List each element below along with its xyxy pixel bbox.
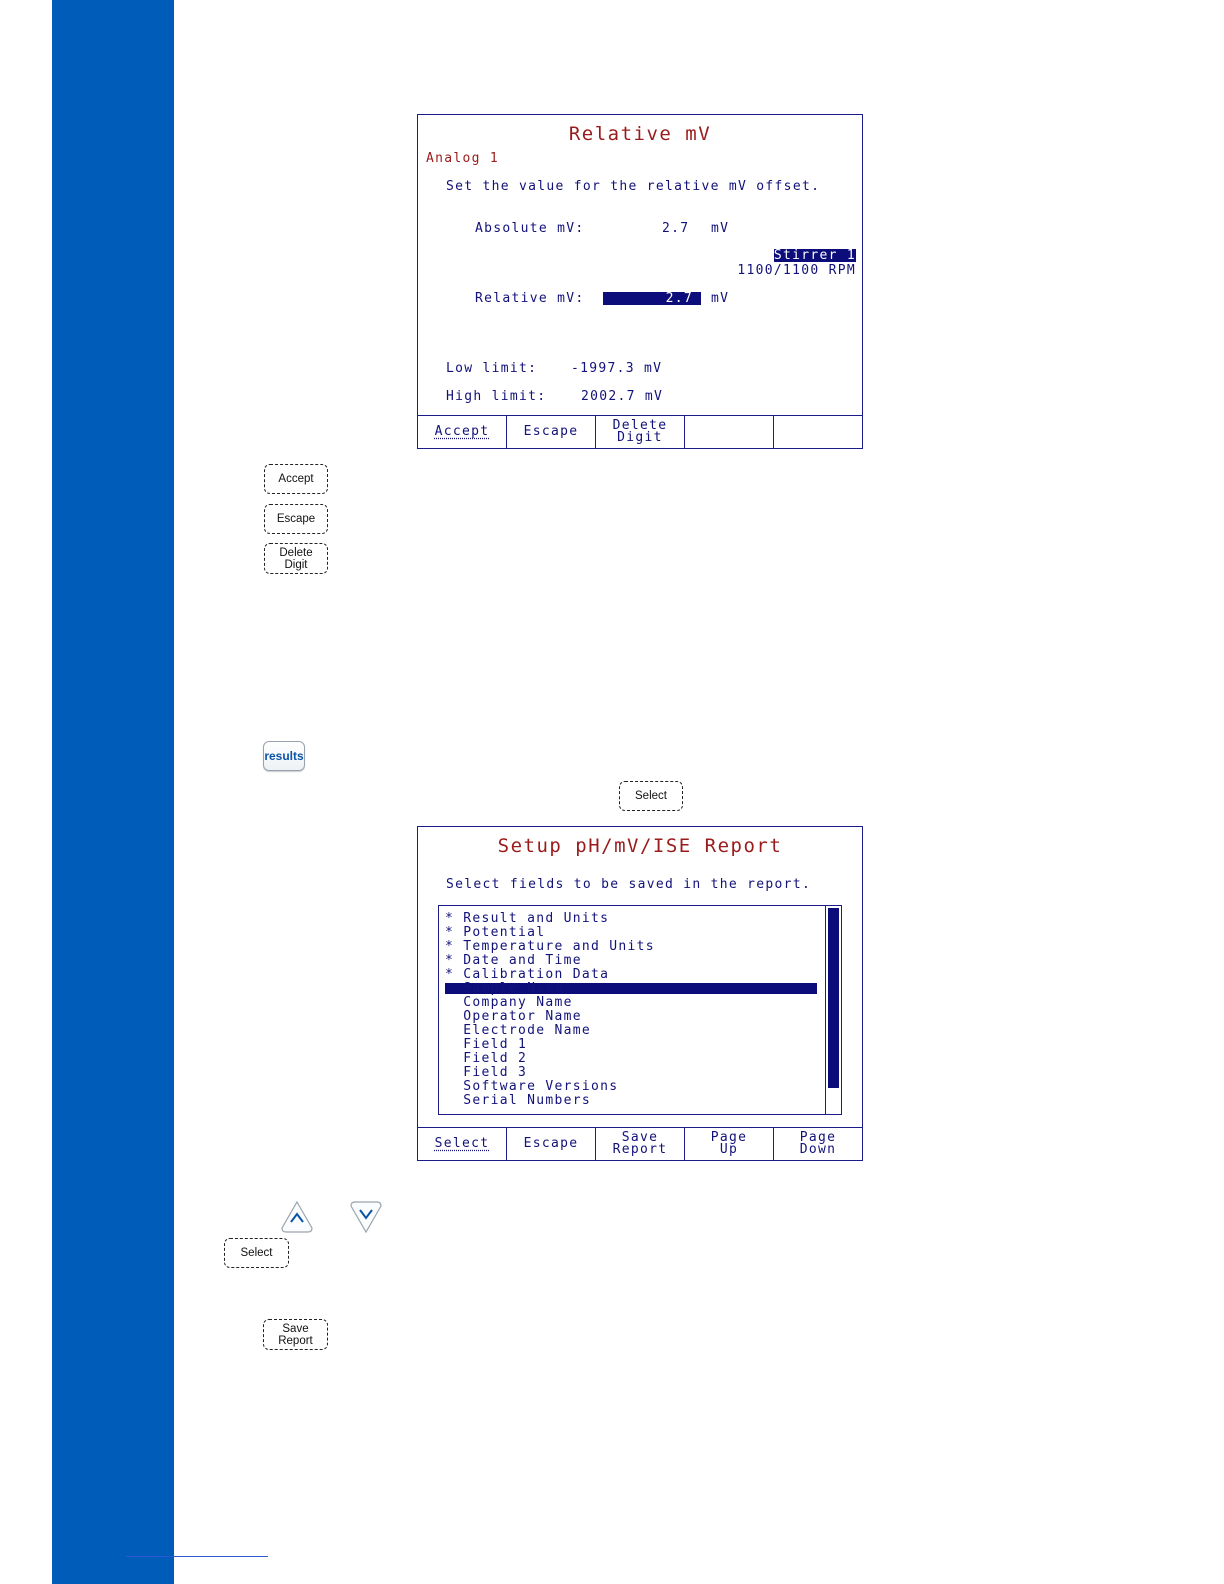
up-arrow-key[interactable] xyxy=(280,1200,314,1234)
list-item[interactable]: * Result and Units xyxy=(445,911,610,926)
softkey-delete-digit[interactable]: Delete Digit xyxy=(596,416,685,448)
relative-mv-unit: mV xyxy=(711,291,730,306)
instruction-text: Select fields to be saved in the report. xyxy=(446,877,812,892)
sidebar-band xyxy=(52,0,174,1584)
list-item[interactable]: * Temperature and Units xyxy=(445,939,655,954)
softkey-save-report[interactable]: Save Report xyxy=(596,1128,685,1160)
relative-mv-input[interactable]: 2.7 xyxy=(603,292,701,305)
list-item[interactable]: Field 1 xyxy=(445,1037,528,1052)
accept-key[interactable]: Accept xyxy=(264,464,328,494)
save-report-key[interactable]: Save Report xyxy=(263,1319,328,1350)
list-item[interactable]: * Potential xyxy=(445,925,546,940)
scroll-thumb[interactable] xyxy=(828,908,839,1088)
absolute-mv-value: 2.7 xyxy=(662,221,690,236)
list-item[interactable]: Sample Name xyxy=(445,983,817,994)
down-arrow-key[interactable] xyxy=(349,1200,383,1234)
list-item[interactable]: * Calibration Data xyxy=(445,967,610,982)
low-limit-value: -1997.3 mV xyxy=(571,361,663,376)
up-arrow-icon xyxy=(282,1202,312,1232)
select-key[interactable]: Select xyxy=(224,1238,289,1268)
softkey-page-up[interactable]: Page Up xyxy=(685,1128,774,1160)
list-scrollbar[interactable] xyxy=(825,906,841,1114)
list-item[interactable]: Field 2 xyxy=(445,1051,528,1066)
escape-key[interactable]: Escape xyxy=(264,504,328,534)
absolute-mv-unit: mV xyxy=(711,221,730,236)
low-limit-label: Low limit: xyxy=(446,361,538,376)
relative-mv-screen xyxy=(417,114,863,449)
select-key-top[interactable]: Select xyxy=(619,781,683,811)
screen-title: Relative mV xyxy=(568,123,712,145)
softkey-accept[interactable]: Accept xyxy=(418,416,507,448)
instruction-text: Set the value for the relative mV offset. xyxy=(446,179,821,194)
high-limit-value: 2002.7 mV xyxy=(581,389,664,404)
list-item[interactable]: Electrode Name xyxy=(445,1023,592,1038)
channel-label: Analog 1 xyxy=(426,151,500,166)
list-item[interactable]: * Date and Time xyxy=(445,953,582,968)
list-item[interactable]: Company Name xyxy=(445,995,573,1010)
absolute-mv-label: Absolute mV: xyxy=(475,221,585,236)
softkey-bar xyxy=(418,415,862,448)
softkey-escape[interactable]: Escape xyxy=(507,416,596,448)
list-item[interactable]: Software Versions xyxy=(445,1079,619,1094)
relative-mv-label: Relative mV: xyxy=(475,291,585,306)
high-limit-label: High limit: xyxy=(446,389,547,404)
softkey-blank-4[interactable] xyxy=(685,416,774,448)
stirrer-rpm: 1100/1100 RPM xyxy=(737,263,856,278)
report-field-list[interactable] xyxy=(438,905,842,1115)
softkey-page-down[interactable]: Page Down xyxy=(799,1130,837,1157)
list-item[interactable]: Operator Name xyxy=(445,1009,582,1024)
softkey-escape[interactable]: Escape xyxy=(507,1128,596,1160)
delete-digit-key[interactable]: Delete Digit xyxy=(264,543,328,574)
stirrer-label: Stirrer 1 xyxy=(773,248,856,263)
results-key[interactable]: results xyxy=(263,741,305,771)
setup-report-screen xyxy=(417,826,863,1161)
list-item[interactable]: Serial Numbers xyxy=(445,1093,592,1108)
softkey-bar xyxy=(418,1127,862,1160)
list-item[interactable]: Field 3 xyxy=(445,1065,528,1080)
softkey-select[interactable]: Select xyxy=(418,1128,507,1160)
screen-title: Setup pH/mV/ISE Report xyxy=(497,835,783,857)
footer-rule xyxy=(126,1556,268,1557)
softkey-blank-5[interactable] xyxy=(774,416,862,448)
